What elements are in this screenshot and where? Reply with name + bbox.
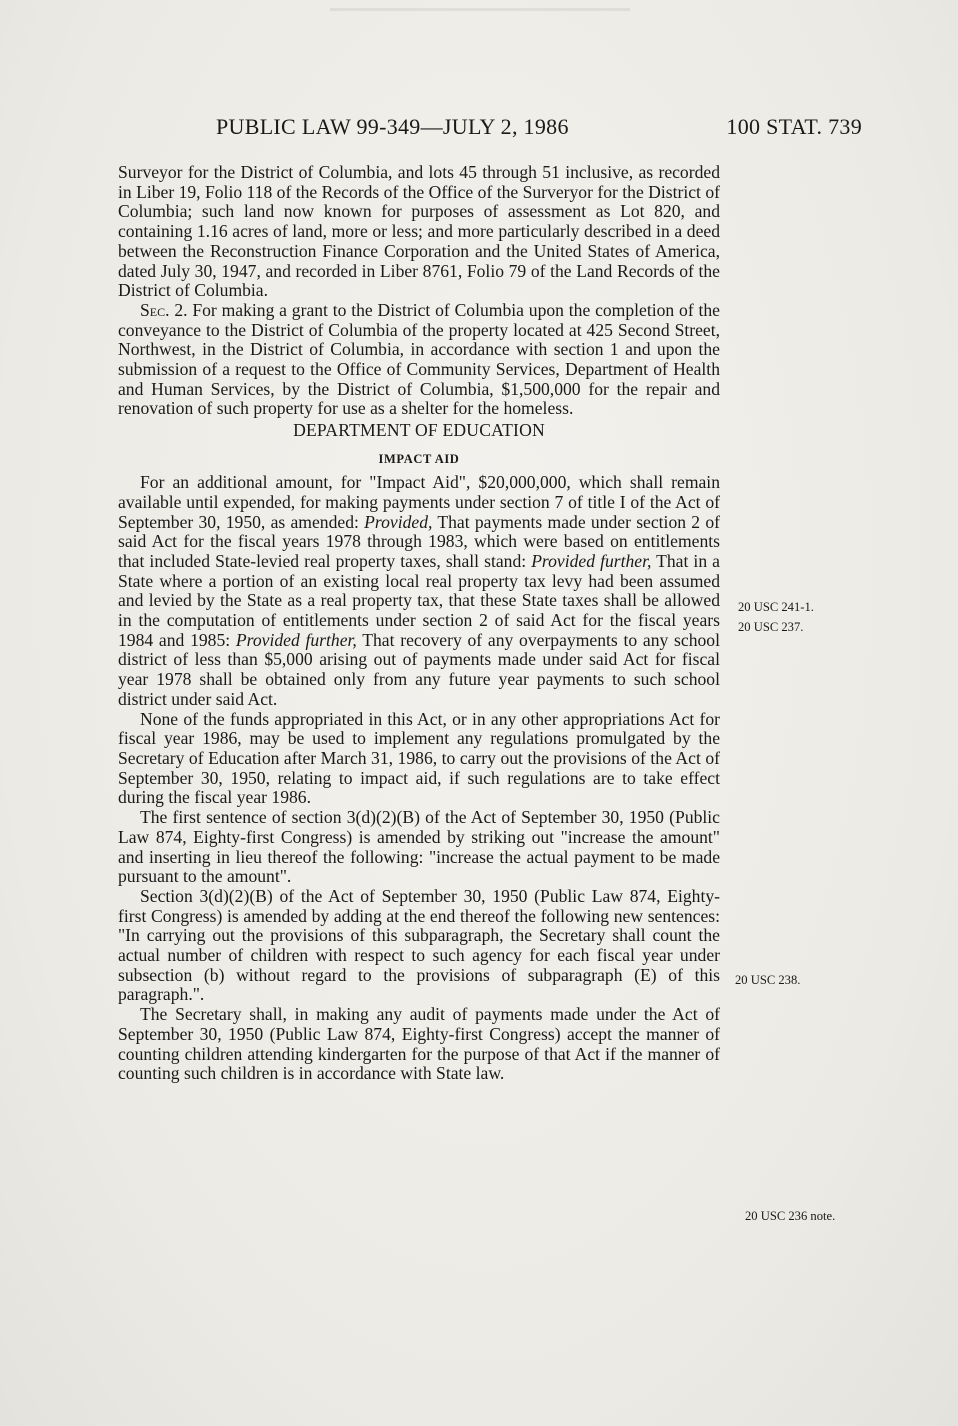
paragraph-impact-aid: For an additional amount, for "Impact Aid", $20,000,000, which shall remain available until expended, for making payments under section 7 of title I of the Act of September 30, 1950, as amended: Provided, That payments made under section 2 of said Act for the fiscal years 1978 through 1983, which were based on entitlements that included State-levied real property taxes, shall stand: Provided further, That in a State where a portion of an existing local real property tax levy had been assumed and levied by the State as a real property tax, that these State taxes shall be allowed in the computation of entitlements under section 2 of said Act for the fiscal years 1984 and 1985: Provided further, That recovery of any overpayments to any school district of less than $5,000 arising out of payments made under said Act for fiscal year 1978 shall be obtained only from any future year payments to such school district under said Act. bbox=[118, 472, 720, 709]
paragraph-section-3-amendment: Section 3(d)(2)(B) of the Act of September 30, 1950 (Public Law 874, Eighty-first Congress) is amended by adding at the end thereof the following new sentences: "In carrying out the provisions of this subparagraph, the Secretary shall count the actual number of children with respect to such agency for each fiscal year under subsection (b) without regard to the provisions of subparagraph (E) of this paragraph.". bbox=[118, 885, 720, 1005]
margin-note-usc: 20 USC 237. bbox=[738, 620, 804, 634]
section-2-text: For making a grant to the District of Columbia upon the completion of the conveyance to the District of Columbia of the property located at 425 Second Street, Northwest, in the District of Columbia, in accordance with section 1 and upon the submission of a request to the Office of Community Services, Department of Health and Human Services, by the District of Columbia, $1,500,000 for the repair and renovation of such property for use as a shelter for the homeless. bbox=[118, 299, 720, 419]
provided-further-term: Provided further, bbox=[531, 550, 652, 571]
provided-term: Provided, bbox=[364, 511, 433, 532]
department-heading: DEPARTMENT OF EDUCATION bbox=[293, 420, 545, 441]
paragraph-secretary-audit: The Secretary shall, in making any audit of payments made under the Act of September 30, 1950 (Public Law 874, Eighty-first Congress) accept the manner of counting children attending kindergarten for the purpose of that Act if the manner of counting such children is in accordance with State law. bbox=[118, 1004, 720, 1084]
paragraph-section-2 bbox=[118, 301, 720, 419]
running-header bbox=[216, 114, 862, 144]
stat-page-number: 100 STAT. 739 bbox=[726, 114, 862, 139]
margin-note-usc: 20 USC 238. bbox=[735, 973, 801, 987]
paragraph-funds-restriction: None of the funds appropriated in this Act, or in any other appropriations Act for fiscal year 1986, may be used to implement any regulations promulgated by the Secretary of Education after March 31, 1986, to carry out the provisions of the Act of September 30, 1950, relating to impact aid, if such regulations are to take effect during the fiscal year 1986. bbox=[118, 708, 720, 808]
bleed-through-mark bbox=[330, 8, 630, 11]
section-label: Sec. 2. bbox=[140, 299, 188, 320]
margin-note-usc: 20 USC 241-1. bbox=[738, 600, 814, 614]
body-text bbox=[118, 163, 720, 1084]
margin-note-usc: 20 USC 236 note. bbox=[745, 1209, 836, 1223]
provided-further-term: Provided further, bbox=[235, 629, 357, 650]
bleed-through-mark bbox=[800, 192, 803, 204]
running-title: PUBLIC LAW 99-349—JULY 2, 1986 bbox=[216, 114, 569, 139]
paragraph-deed-description: Surveyor for the District of Columbia, and lots 45 through 51 inclusive, as recorded in Liber 19, Folio 118 of the Records of the Office of the Surveryor for the District of Columbia; such land now known for purposes of assessment as Lot 820, and containing 1.16 acres of land, more or less; and more particularly described in a deed between the Reconstruction Finance Corporation and the United States of America, dated July 30, 1947, and recorded in Liber 8761, Folio 79 of the Land Records of the District of Columbia. bbox=[118, 162, 720, 301]
impact-aid-heading: IMPACT AID bbox=[378, 452, 460, 467]
paragraph-first-sentence-amendment: The first sentence of section 3(d)(2)(B) of the Act of September 30, 1950 (Public Law 874, Eighty-first Congress) is amended by striking out "increase the amount" and inserting in lieu thereof the following: "increase the actual payment to be made pursuant to the amount". bbox=[118, 807, 720, 887]
